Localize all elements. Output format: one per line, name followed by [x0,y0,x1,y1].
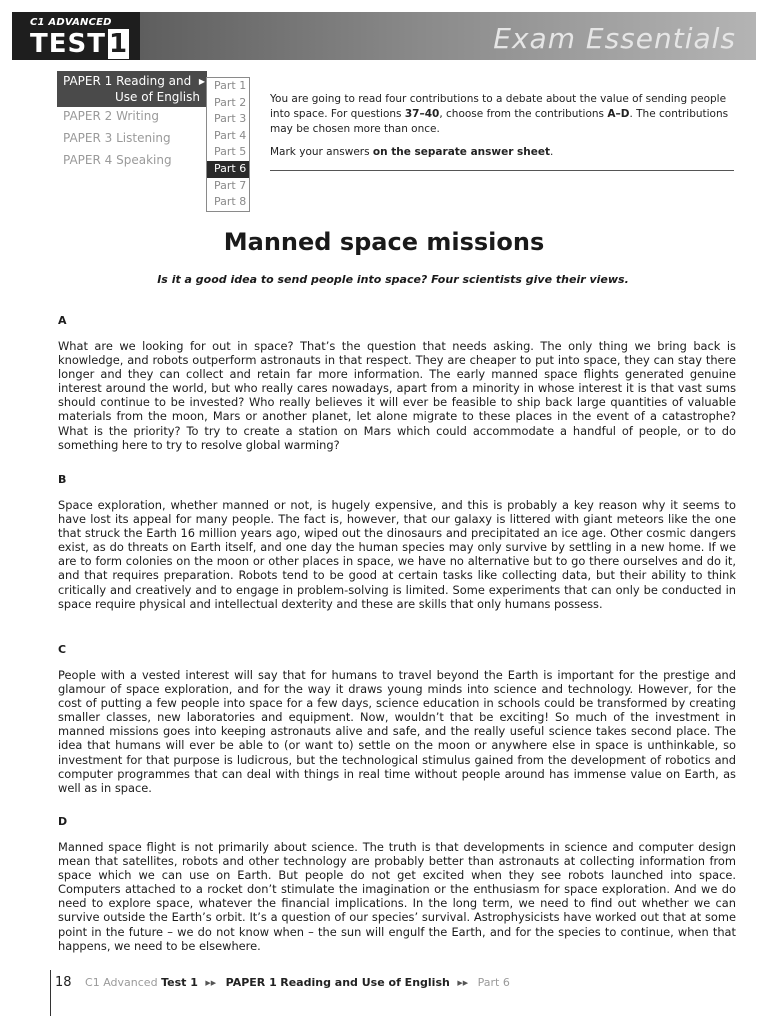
test-title: TEST 1 [30,29,129,59]
section-b [58,473,736,611]
part-1-item[interactable]: Part 1 [214,79,247,92]
divider [270,170,734,171]
article-subtitle: Is it a good idea to send people into space? Four scientists give their views. [157,273,629,286]
part-6-item[interactable]: Part 6 [207,161,249,178]
double-chevron-right-icon: ▶▶ [205,979,217,987]
section-letter: D [58,815,68,828]
paper-2-item[interactable]: PAPER 2 Writing [63,109,159,123]
section-d [58,815,736,953]
parts-list [206,77,250,212]
footer-part: Part 6 [477,976,510,989]
brand-title: Exam Essentials [493,22,736,55]
footer-rule [50,970,51,1016]
exam-level: C1 ADVANCED [30,17,112,28]
part-5-item[interactable]: Part 5 [214,145,247,159]
footer-paper-name: Reading and Use of English [280,976,450,989]
part-2-item[interactable]: Part 2 [214,95,247,109]
section-text: Space exploration, whether manned or not, is hugely expensive, and this is probably a key reason why it seems to have lost its appeal for many people. The fact is, however, that our galaxy is littered with giant meteors like the one that struck the Earth 16 million years ago, wiped out the dinosaurs and precipitated an ice age. Other cosmic dangers exist, as do threats on Earth itself, and one day the human species may only survive by settling in a new home. If we are to form colonies on the moon or other places in space, we have no alternative but to go there ourselves and do it, and that requires preparation. Robots tend to be good at certain tasks like collecting data, but their ability to think critically and creatively and to engage in problem-solving is limited. Some experiments that can only be conducted in space require physical and intellectual dexterity and these are skills that only humans possess. [58,498,736,611]
answer-sheet-note: Mark your answers on the separate answer sheet. [270,146,554,158]
part-8-item[interactable]: Part 8 [214,195,247,209]
section-a [58,314,736,452]
footer-level: C1 Advanced [85,976,158,989]
section-letter: A [58,314,67,327]
section-text: Manned space flight is not primarily about science. The truth is that developments in science and computer design mean that satellites, robots and other technology are probably better than astronauts at collecting information from space which we can use on Earth. But people do not get excited when they see robots launched into space. Computers attached to a rocket don’t stimulate the imagination or the enthusiasm for space exploration. And we do need to explore space, whatever the financial implications. In the long term, we need to find out whether we can survive outside the Earth’s orbit. It’s a question of our species’ survival. Astrophysicists have worked out that at some point in the future – we do not know when – the sun will engulf the Earth, and for the species to continue, when that happens, we need to be elsewhere. [58,840,736,953]
header-bar [12,12,756,60]
task-instructions [270,92,736,168]
paper-4-item[interactable]: PAPER 4 Speaking [63,153,172,167]
test-label-block [12,12,140,60]
part-4-item[interactable]: Part 4 [214,128,247,142]
section-c [58,643,736,795]
section-text: What are we looking for out in space? That’s the question that needs asking. The only thing we bring back is knowledge, and robots outperform astronauts in that respect. They are cheaper to put into space, they can stay there longer and they can collect and retain far more information. The early manned space flights generated genuine interest around the world, but who really cares nowadays, apart from a minority in whose interest it is that vast sums should continue to be invested? Who really believes it will ever be feasible to ship back large quantities of valuable materials from the moon, Mars or another planet, let alone migrate to these places in the event of a catastrophe? What is the priority? To try to create a station on Mars which could accommodate a handful of people, or to do something here to try to resolve global warming? [58,339,736,452]
paper-nav [57,71,207,173]
instruction-paragraph: You are going to read four contributions to a debate about the value of sending people into space. For questions 37–40, choose from the contributions A–D. The contributions may be chosen more than once. [270,93,729,135]
page-number: 18 [55,975,72,990]
paper-3-item[interactable]: PAPER 3 Listening [63,131,171,145]
part-3-item[interactable]: Part 3 [214,112,247,126]
article-title: Manned space missions [223,228,545,256]
section-text: People with a vested interest will say that for humans to travel beyond the Earth is important for the prestige and glamour of space exploration, and for the way it draws young minds into science and technology. However, for the cost of putting a few people into space for a few days, science education in schools could be transformed by creating smaller classes, new laboratories and equipment. Now, wouldn’t that be exciting! So much of the investment in manned missions goes into keeping astronauts alive and safe, and the really useful science takes second place. The idea that humans will ever be able to (or want to) settle on the moon or anywhere else in space is unthinkable, so investment for that purpose is ludicrous, but the technological stimulus gained from the development of robotics and computer programmes that can deal with things in real time without people around has immense value on Earth, as well as in space. [58,668,736,795]
footer-paper: PAPER 1 [225,976,277,989]
triangle-right-icon: ▶ [198,77,205,86]
part-7-item[interactable]: Part 7 [214,178,247,192]
double-chevron-right-icon: ▶▶ [457,979,469,987]
page-footer [55,975,510,990]
footer-test: Test 1 [161,976,198,989]
section-letter: C [58,643,67,656]
test-number: 1 [108,29,129,59]
section-letter: B [58,473,67,486]
paper-1-item[interactable]: PAPER 1 Reading and ▶ Use of English [57,71,207,107]
